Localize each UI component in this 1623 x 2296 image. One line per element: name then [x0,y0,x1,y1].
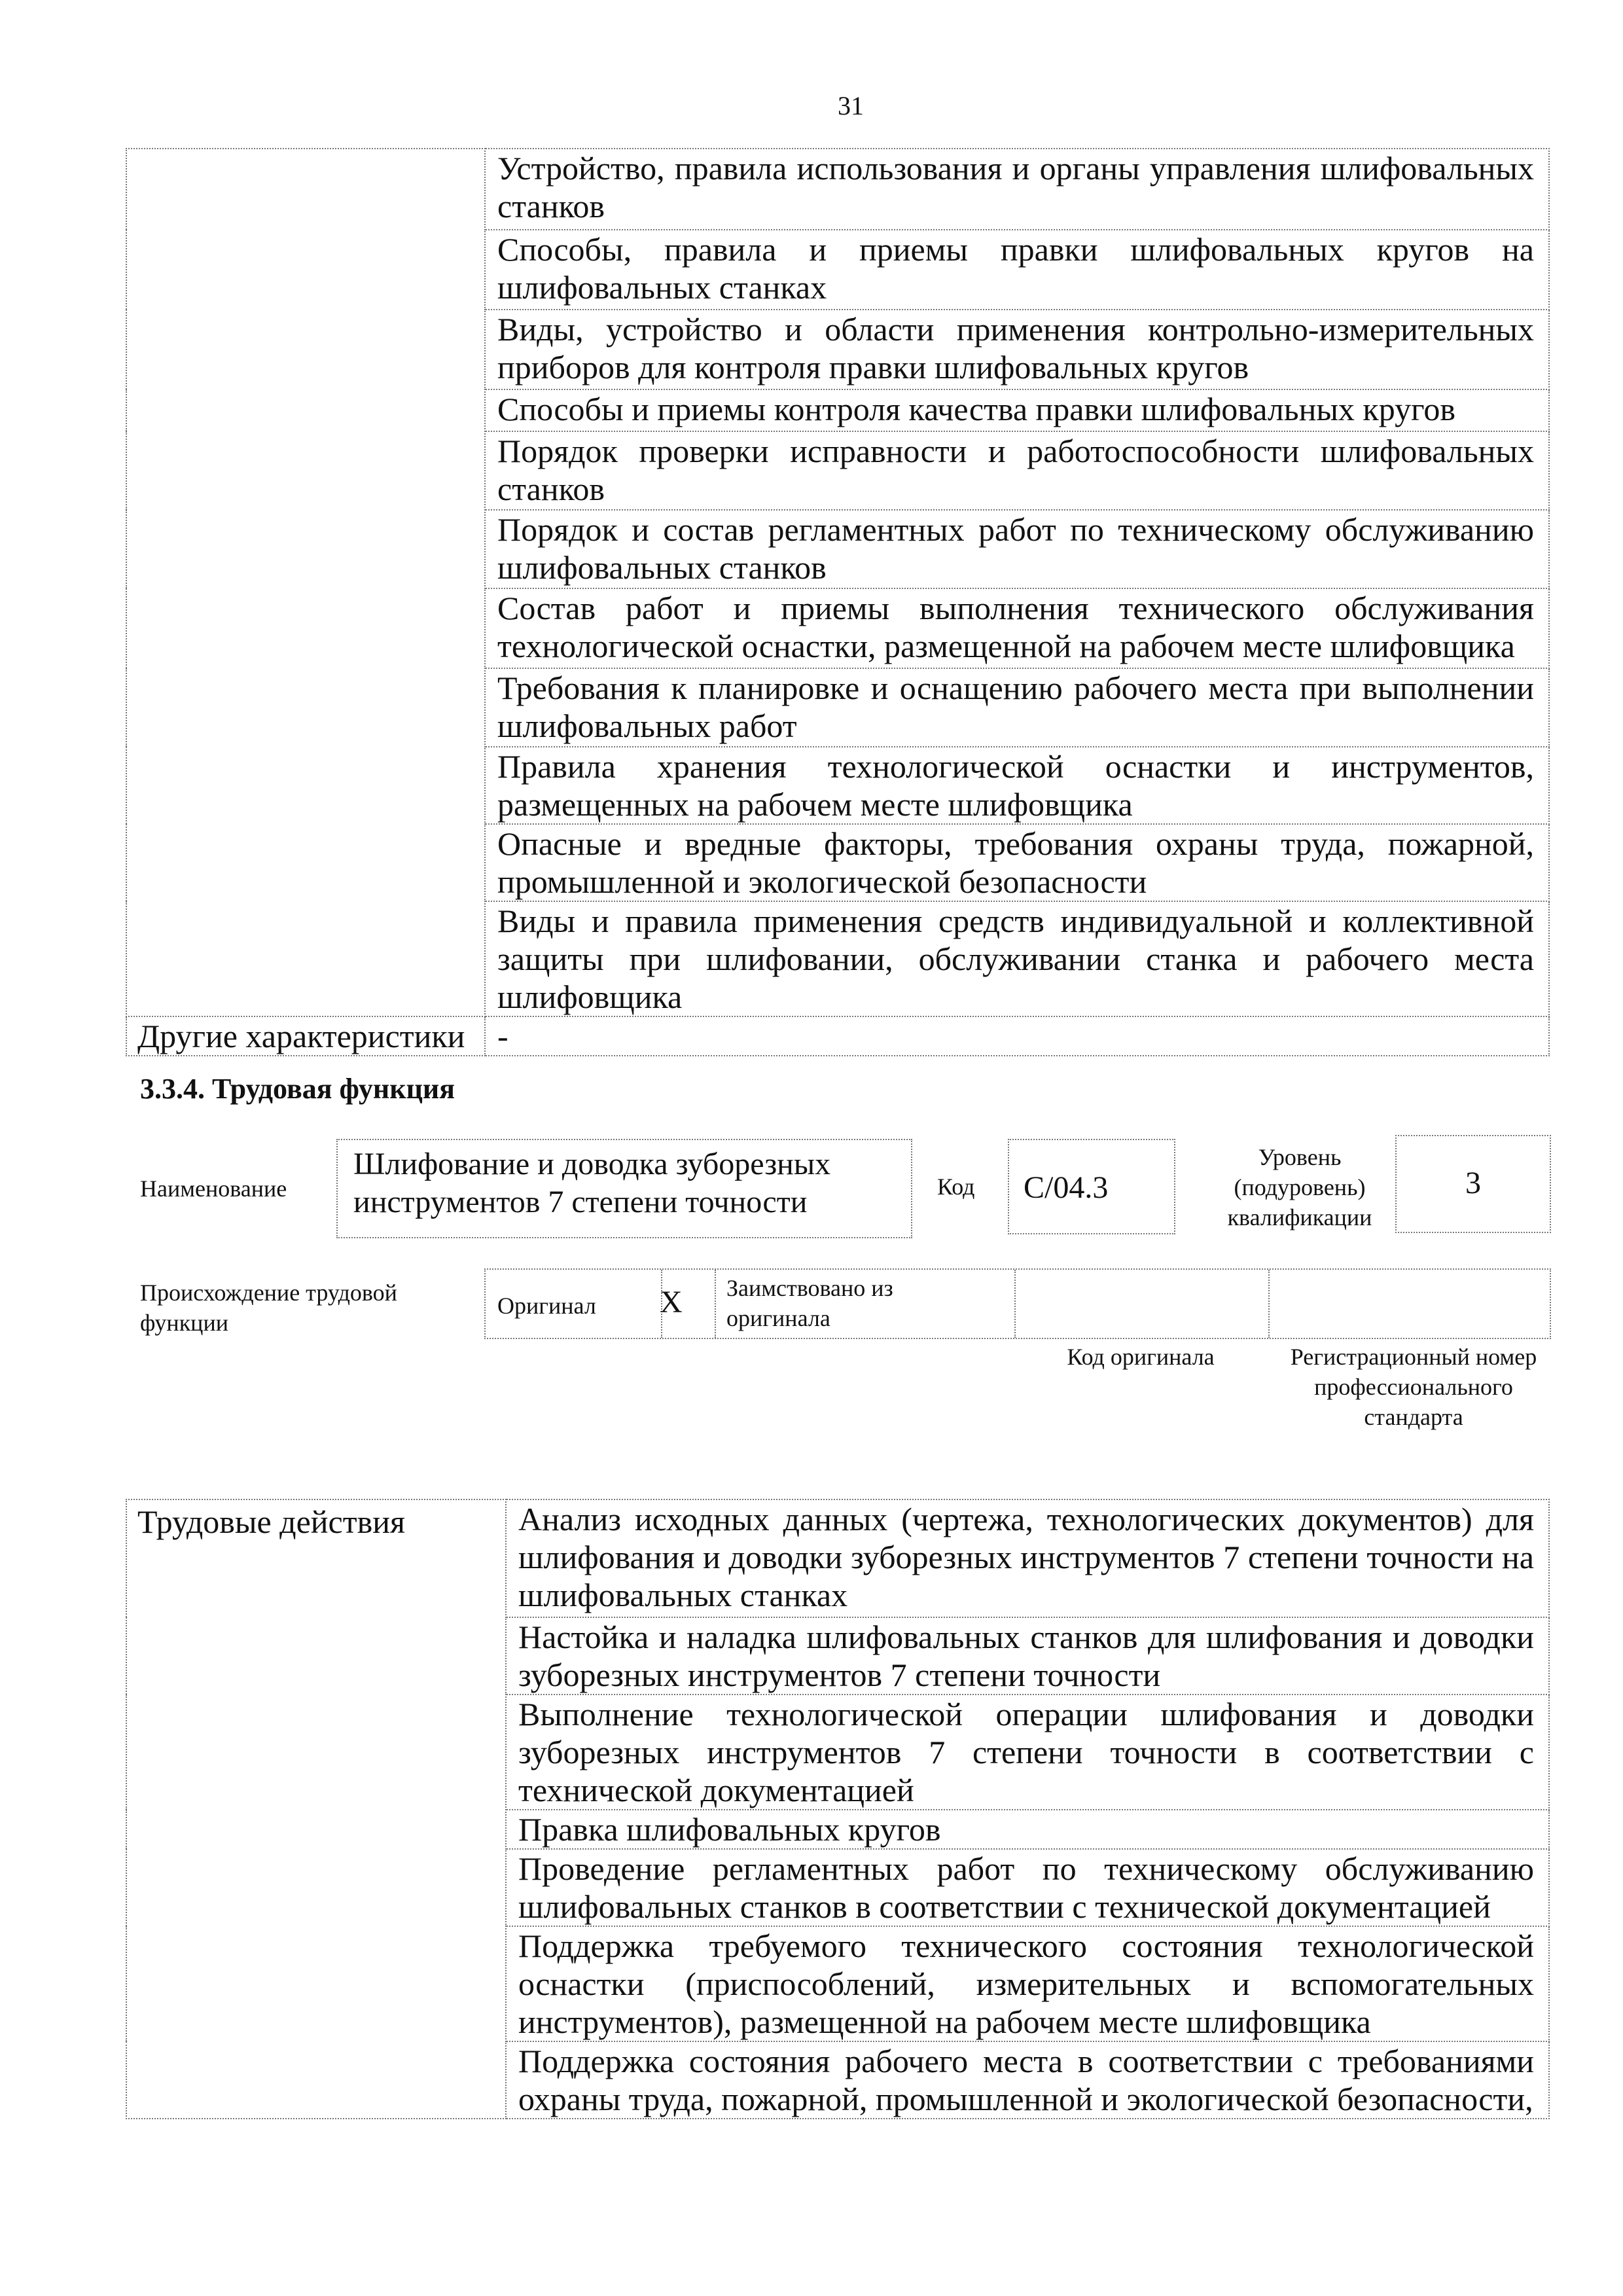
level-value: 3 [1465,1166,1481,1200]
labor-action-item: Проведение регламентных работ по техническому обслуживанию шлифовальных станков в соответствии с технической документацией [506,1849,1549,1926]
original-mark: X [660,1285,683,1319]
knowledge-item: Устройство, правила использования и органы управления шлифовальных станков [485,149,1549,230]
section-title: 3.3.4. Трудовая функция [140,1073,455,1105]
code-box [1008,1139,1175,1234]
origin-divider [715,1270,716,1338]
knowledge-item: Опасные и вредные факторы, требования охраны труда, пожарной, промышленной и экологической безопасности [485,824,1549,901]
origin-divider [1014,1270,1016,1338]
function-name-box [336,1139,912,1238]
knowledge-item: Требования к планировке и оснащению рабочего места при выполнении шлифовальных работ [485,668,1549,747]
page-number: 31 [838,91,864,120]
knowledge-item: Состав работ и приемы выполнения технического обслуживания технологической оснастки, размещенной на рабочем месте шлифовщика [485,588,1549,668]
level-box [1395,1135,1551,1233]
table-row [126,1499,1549,1617]
function-name-value: Шлифование и доводка зуборезных инструментов 7 степени точности [353,1147,831,1219]
level-label: Уровень (подуровень) квалификации [1227,1144,1372,1230]
labor-action-item: Поддержка состояния рабочего места в соответствии с требованиями охраны труда, пожарной, промышленной и экологической безопасности, [506,2041,1549,2119]
knowledge-item: Виды, устройство и области применения контрольно-измерительных приборов для контроля правки шлифовальных кругов [485,310,1549,389]
borrowed-label: Заимствовано из оригинала [726,1275,893,1331]
origin-label: Происхождение трудовой функции [140,1280,397,1336]
labor-action-item: Поддержка требуемого технического состояния технологической оснастки (приспособлений, измерительных и вспомогательных инструментов), размещенной на рабочем месте шлифовщика [506,1926,1549,2041]
knowledge-item: Виды и правила применения средств индивидуальной и коллективной защиты при шлифовании, обслуживании станка и рабочего места шлифовщика [485,901,1549,1016]
labor-action-item: Настойка и наладка шлифовальных станков для шлифования и доводки зуборезных инструментов 7 степени точности [506,1617,1549,1695]
labor-actions-label: Трудовые действия [126,1499,506,2119]
other-characteristics-value: - [485,1016,1549,1056]
original-label: Оригинал [497,1293,596,1319]
reg-number-label: Регистрационный номер профессионального стандарта [1290,1344,1537,1430]
name-label: Наименование [140,1175,287,1202]
labor-action-item: Анализ исходных данных (чертежа, технологических документов) для шлифования и доводки зуборезных инструментов 7 степени точности на шлифовальных станках [506,1499,1549,1617]
code-label: Код [937,1174,975,1200]
code-value: C/04.3 [1024,1170,1109,1205]
knowledge-item: Правила хранения технологической оснастки и инструментов, размещенных на рабочем месте шлифовщика [485,747,1549,824]
origin-divider [1268,1270,1270,1338]
table-row [126,149,1549,230]
knowledge-item: Порядок и состав регламентных работ по техническому обслуживанию шлифовальных станков [485,510,1549,588]
labor-actions-table [126,1499,1550,2119]
origin-box [484,1268,1551,1339]
other-characteristics-label: Другие характеристики [126,1016,485,1056]
labor-action-item: Правка шлифовальных кругов [506,1810,1549,1849]
knowledge-item: Порядок проверки исправности и работоспособности шлифовальных станков [485,431,1549,510]
labor-action-item: Выполнение технологической операции шлифования и доводки зуборезных инструментов 7 степени точности в соответствии с технической документацией [506,1695,1549,1810]
knowledge-item: Способы, правила и приемы правки шлифовальных кругов на шлифовальных станках [485,230,1549,310]
knowledge-item: Способы и приемы контроля качества правки шлифовальных кругов [485,389,1549,431]
table-row [126,1016,1549,1056]
knowledge-table [126,148,1550,1056]
knowledge-label-cell [126,149,485,1016]
code-original-label: Код оригинала [1067,1344,1215,1370]
